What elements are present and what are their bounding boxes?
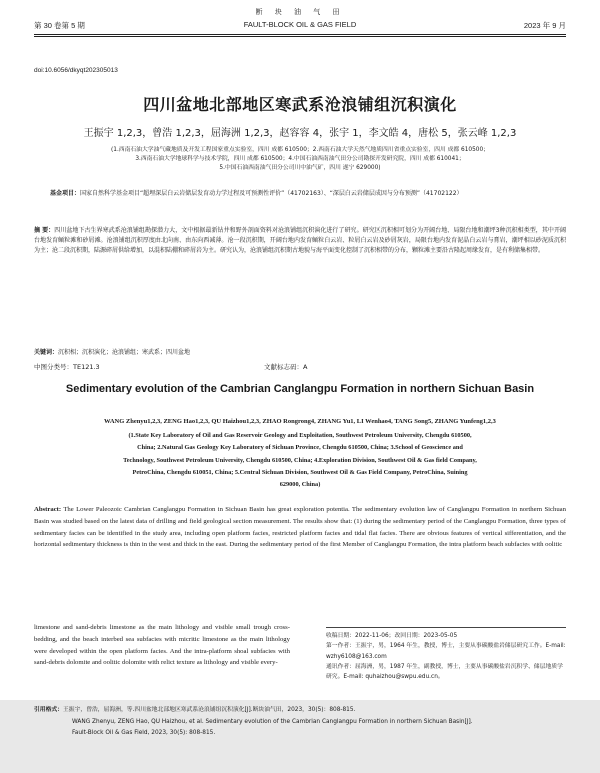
- journal-name-en: FAULT-BLOCK OIL & GAS FIELD: [243, 20, 357, 29]
- clc-label: 中图分类号：: [34, 363, 73, 371]
- abstract-en-label: Abstract:: [34, 506, 62, 513]
- affiliation-line: Technology, Southwest Petroleum University, Chengdu 610500, China; 4.Exploration Division, Southwest Oil & Gas field Company,: [123, 456, 477, 464]
- page-title: 四川盆地北部地区寒武系沧浪铺组沉积演化: [143, 95, 457, 114]
- affiliation-line: (1.西南石油大学油气藏地质及开发工程国家重点实验室，四川 成都 610500；2.西南石油大学天然气地质四川省重点实验室，四川 成都 610500；: [111, 147, 489, 153]
- affiliation-line: 3.西南石油大学地球科学与技术学院，四川 成都 610500；4.中国石油西南油气田分公司勘探开发研究院，四川 成都 610041；: [135, 156, 465, 162]
- affiliation-line: PetroChina, Chengdu 610051, China; 5.Central Sichuan Division, Southwest Oil & Gas Field Company, PetroChina, Suining: [132, 468, 468, 476]
- abstract-en-text: The Lower Paleozoic Cambrian Canglangpu Formation in Sichuan Basin has great exploration potentia. The sedimentary evolution law of Canglangpu Formation in northern Sichuan Basin was studied based on the latest data of drilling and field geological section measurement. The results show that: (1) during the sedimentary period of the Canglangpu Formation, three types of sedimentary facies can be identified in the study area, including open platform facies, restricted platform facies and tidal flat facies. There are obvious features of vertical sifferentiation, and the horizontal sedimentary thickness is thin in the west and thick in the east. During the sedimentary period of the first Member of Canglangpu Formation, the intra platform beach subfacies with oolitic: [34, 506, 566, 549]
- abstract-en: [34, 504, 566, 551]
- funding-label: 基金项目：: [50, 190, 81, 197]
- affiliation-line: China; 2.Natural Gas Geology Key Laboratory of Sichuan Province, Chengdu 610500, China; 3.School of Geoscience and: [137, 444, 463, 452]
- affiliations-cn: [34, 146, 566, 173]
- affiliations-en: [40, 430, 560, 491]
- abstract-cn-label: 摘 要：: [34, 227, 55, 234]
- abstract-en-continued: limestone and sand-debris limestone as the main lithology and visible small trough cross-bedding, and the beach interbed sea subfacies with micritic limestone as the main lithology were developed within the open platform facies. And the intra-platform shoal subfacies with sand-debris dolomite and oolitic dolomite with relict texture as lithology and visible every-: [34, 624, 290, 667]
- citation: [34, 705, 566, 740]
- authors-en: WANG Zhenyu1,2,3, ZENG Hao1,2,3, QU Haizhou1,2,3, ZHAO Rongrong4, ZHANG Yu1, LI Wenhao4, TANG Song5, ZHANG Yunfeng1,2,3: [104, 418, 496, 425]
- article-notes: [326, 631, 566, 682]
- classification-row: [34, 362, 566, 371]
- keywords-label: 关键词：: [34, 349, 59, 356]
- keywords-text: 沉积相；沉积演化；沧浪铺组；寒武系；四川盆地: [58, 349, 191, 356]
- affiliation-line: 5.中国石油西南油气田分公司川中油气矿，四川 遂宁 629000): [219, 165, 381, 171]
- keywords-cn: [34, 347, 566, 356]
- funding: [50, 189, 562, 199]
- issue-info: 第 30 卷第 5 期: [34, 21, 85, 30]
- journal-name: 断 块 油 气 田: [255, 8, 345, 16]
- clc-value: TE121.3: [73, 363, 100, 371]
- doi: doi:10.6056/dkyqt202305013: [34, 67, 118, 74]
- issue-date: 2023 年 9 月: [523, 21, 566, 30]
- authors-cn: 王振宇 1,2,3，曾浩 1,2,3，屈海洲 1,2,3，赵容容 4，张宇 1，李文皓 4，唐松 5，张云峰 1,2,3: [83, 128, 517, 139]
- funding-text: 国家自然科学基金项目“超埋深层白云岩储层发育动力学过程及可预测性评价”（41702163）、“深层白云岩储层成因与分布预测”（41702122）: [80, 190, 463, 197]
- header-rule: [34, 34, 566, 35]
- title-en: Sedimentary evolution of the Cambrian Canglangpu Formation in northern Sichuan Basin: [65, 383, 535, 395]
- abstract-cn-text: 四川盆地下古生界寒武系沧浪铺组勘探潜力大，文中根据最新钻井和野外剖面资料对沧浪铺组沉积演化进行了研究。研究区沉积相可划分为开阔台地、局限台地和潮坪3种沉积相类型，其中开阔台地发育鲕粒滩和砂屑滩。沧浪铺组沉积厚度由北向南、由东向西减薄。沧一段沉积期，开阔台地内发育鲕粒白云岩、粒屑白云岩及砂屑灰岩，局限台地内发育泥晶白云岩与膏岩，潮坪相以砂泥质沉积为主；沧二段沉积期，陆源碎屑供给增加，以混积陆棚和碎屑岩为主。研究认为，沧浪铺组沉积期古地貌与海平面变化控制了沉积相带的分布，颗粒滩主要沿古隆起周缘发育，是有利储集相带。: [34, 227, 566, 254]
- corresponding-author: 通讯作者：屈海洲，男，1987 年生，副教授，博士，主要从事碳酸盐岩沉积学、储层地质学研究。E-mail: quhaizhou@swpu.edu.cn。: [326, 663, 563, 681]
- first-author: 第一作者：王振宇，男，1964 年生，教授，博士，主要从事碳酸盐岩储层研究工作。E-mail: wzhy6108@163.com: [326, 643, 566, 660]
- header-rule: [34, 36, 566, 37]
- citation-en-line: WANG Zhenyu, ZENG Hao, QU Haizhou, et al. Sedimentary evolution of the Cambrian Canglangpu Formation in northern Sichuan Basin[J].: [72, 718, 473, 725]
- received-date: 收稿日期：2022-11-06；改回日期：2023-05-05: [326, 633, 458, 639]
- affiliation-line: (1.State Key Laboratory of Oil and Gas Reservoir Geology and Exploitation, Southwest Petroleum University, Chengdu 610500,: [128, 432, 472, 439]
- doc-code-label: 文献标志码：: [264, 363, 303, 371]
- abstract-cn: [34, 226, 566, 255]
- footnote-rule: [326, 627, 566, 628]
- citation-cn: 王振宇，曾浩，屈海洲，等.四川盆地北部地区寒武系沧浪铺组沉积演化[J].断块油气田，2023，30(5)：808-815.: [63, 707, 356, 713]
- citation-en-line: Fault-Block Oil & Gas Field, 2023, 30(5): 808-815.: [72, 730, 216, 737]
- affiliation-line: 629000, China): [279, 481, 321, 489]
- doc-code-value: A: [303, 363, 308, 371]
- citation-label: 引用格式：: [34, 707, 63, 713]
